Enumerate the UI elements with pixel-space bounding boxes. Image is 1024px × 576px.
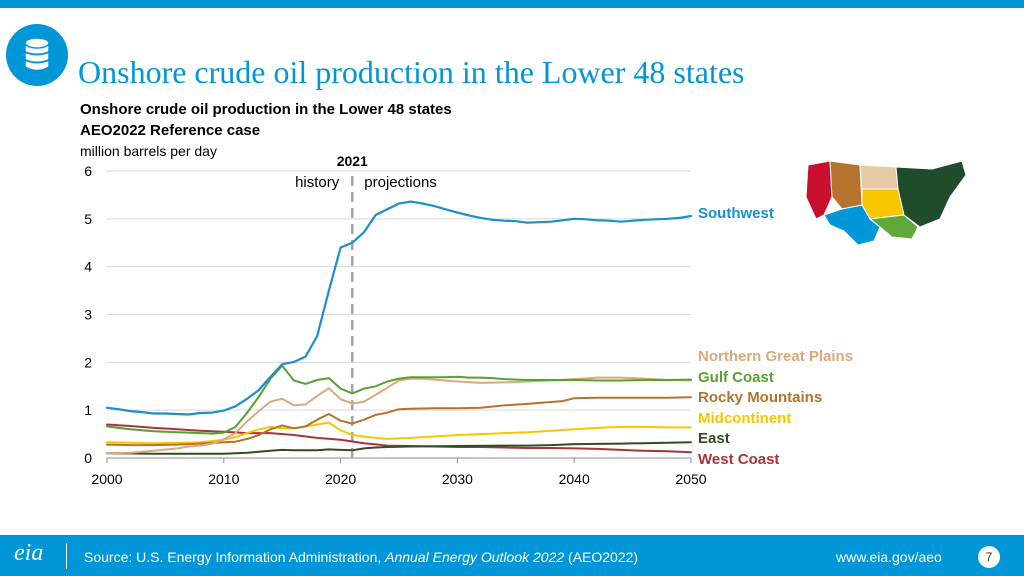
- map-region-midcontinent: [862, 189, 904, 219]
- source-title: Annual Energy Outlook 2022: [385, 549, 565, 565]
- x-tick-label: 2010: [208, 471, 240, 487]
- x-tick-label: 2000: [91, 471, 123, 487]
- us-regions-map: [800, 157, 970, 257]
- divider-year-label: 2021: [336, 153, 368, 169]
- chart-title: Onshore crude oil production in the Lower 48 states: [80, 101, 452, 118]
- x-tick-label: 2040: [558, 471, 590, 487]
- slide-title: Onshore crude oil production in the Lower 48 states: [78, 54, 745, 90]
- map-region-west-coast: [806, 161, 832, 219]
- footer-divider: [66, 543, 67, 569]
- y-tick-label: 2: [84, 354, 92, 371]
- chart-subtitle: AEO2022 Reference case: [80, 122, 261, 139]
- y-tick-label: 4: [84, 258, 92, 275]
- series-label-gulf-coast: Gulf Coast: [698, 369, 774, 386]
- projections-label: projections: [364, 174, 437, 191]
- y-axis-units: million barrels per day: [80, 143, 217, 159]
- x-tick-label: 2050: [675, 471, 707, 487]
- series-label-northern-great-plains: Northern Great Plains: [698, 348, 854, 365]
- series-label-west-coast: West Coast: [698, 451, 780, 468]
- source-suffix: (AEO2022): [564, 549, 639, 565]
- source-citation: [84, 549, 638, 565]
- series-label-midcontinent: Midcontinent: [698, 410, 792, 427]
- page-number: 7: [978, 546, 1000, 568]
- history-projection-divider: [295, 153, 437, 458]
- map-region-east: [896, 161, 966, 227]
- series-label-rocky-mountains: Rocky Mountains: [698, 389, 823, 406]
- series-line-southwest: [107, 202, 691, 415]
- y-tick-label: 1: [84, 402, 92, 419]
- x-tick-label: 2030: [441, 471, 473, 487]
- footer-url[interactable]: www.eia.gov/aeo: [836, 549, 942, 565]
- series-line-gulf-coast: [107, 366, 691, 434]
- y-tick-label: 5: [84, 210, 92, 227]
- grid-lines: [107, 171, 691, 410]
- history-label: history: [295, 174, 340, 191]
- series-label-east: East: [698, 430, 730, 447]
- series-label-southwest: Southwest: [698, 205, 774, 222]
- source-prefix: Source: U.S. Energy Information Administration,: [84, 549, 386, 565]
- y-tick-label: 6: [84, 163, 92, 179]
- eia-logo[interactable]: eia: [14, 540, 44, 566]
- y-tick-label: 3: [84, 306, 92, 323]
- map-region-northern-great-plains: [860, 165, 898, 189]
- map-region-rocky-mountains: [830, 161, 862, 209]
- series-lines: [107, 202, 691, 454]
- x-tick-label: 2020: [325, 471, 357, 487]
- y-tick-label: 0: [84, 450, 92, 466]
